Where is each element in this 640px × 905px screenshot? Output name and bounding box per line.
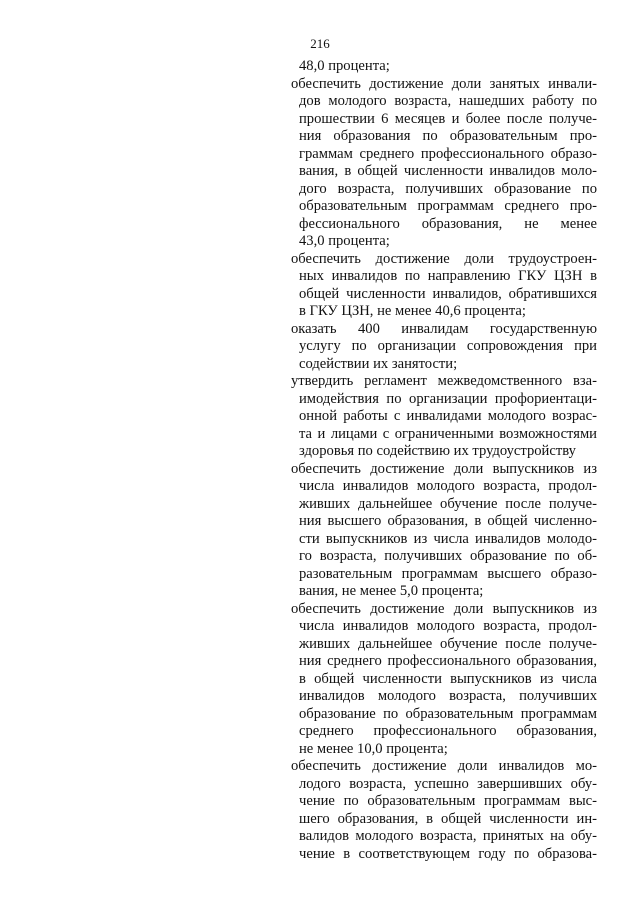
text-line: чение в соответствующем году по образова- bbox=[299, 845, 597, 862]
text-line: вания, в общей численности инвалидов моло- bbox=[299, 163, 597, 179]
text-line: ния высшего образования, в общей численно- bbox=[299, 513, 597, 529]
text-line: граммам среднего профессионального образо- bbox=[299, 145, 597, 162]
text-line: сти выпускников из числа инвалидов молодо- bbox=[299, 530, 597, 547]
text-line: числа инвалидов молодого возраста, продол- bbox=[299, 618, 597, 634]
text-line: дов молодого возраста, нашедших работу по bbox=[299, 93, 597, 109]
paragraph bbox=[291, 58, 597, 76]
text-line: живших дальнейшее обучение после получе- bbox=[299, 635, 597, 652]
text-line: фессионального образования, не менее bbox=[299, 215, 597, 232]
document-text bbox=[291, 58, 597, 863]
text-line: не менее 10,0 процента; bbox=[299, 740, 448, 757]
text-line: обеспечить достижение доли занятых инвали- bbox=[291, 75, 597, 92]
text-line: обеспечить достижение доли выпускников из bbox=[291, 600, 597, 617]
text-line: образование по образовательным программам bbox=[299, 705, 597, 722]
text-line: ния образования по образовательным про- bbox=[299, 128, 597, 144]
text-line: обеспечить достижение доли инвалидов мо- bbox=[291, 758, 597, 774]
paragraph bbox=[291, 321, 597, 374]
text-line: оказать 400 инвалидам государственную bbox=[291, 320, 597, 337]
text-line: го возраста, получивших образование по об- bbox=[299, 548, 597, 564]
text-line: среднего профессионального образования, bbox=[299, 723, 597, 739]
text-line: инвалидов молодого возраста, получивших bbox=[299, 688, 597, 704]
text-line: содействии их занятости; bbox=[299, 355, 458, 372]
text-line: ния среднего профессионального образования, bbox=[299, 653, 597, 669]
text-line: вания, не менее 5,0 процента; bbox=[299, 583, 484, 599]
text-line: в общей численности выпускников из числа bbox=[299, 670, 597, 687]
paragraph bbox=[291, 461, 597, 601]
text-line: имодействия по организации профориентаци- bbox=[299, 390, 597, 407]
text-line: дого возраста, получивших образование по bbox=[299, 180, 597, 197]
text-line: та и лицами с ограниченными возможностями bbox=[299, 425, 597, 442]
paragraph bbox=[291, 601, 597, 759]
text-line: шего образования, в общей численности ин- bbox=[299, 810, 597, 827]
text-line: ных инвалидов по направлению ГКУ ЦЗН в bbox=[299, 268, 597, 284]
text-line: в ГКУ ЦЗН, не менее 40,6 процента; bbox=[299, 303, 526, 319]
text-line: живших дальнейшее обучение после получе- bbox=[299, 495, 597, 512]
paragraph bbox=[291, 251, 597, 321]
text-line: прошествии 6 месяцев и более после получе- bbox=[299, 110, 597, 127]
page-number: 216 bbox=[310, 36, 330, 51]
text-line: лодого возраста, успешно завершивших обу- bbox=[299, 775, 597, 792]
text-line: чение по образовательным программам выс- bbox=[299, 793, 597, 809]
paragraph bbox=[291, 373, 597, 461]
text-line: общей численности инвалидов, обратившихся bbox=[299, 285, 597, 302]
text-line: валидов молодого возраста, принятых на обу- bbox=[299, 828, 597, 844]
text-line: услугу по организации сопровождения при bbox=[299, 338, 597, 354]
text-line: обеспечить достижение доли выпускников из bbox=[291, 460, 597, 477]
text-line: онной работы с инвалидами молодого возрас- bbox=[299, 408, 597, 424]
text-line: числа инвалидов молодого возраста, продол- bbox=[299, 478, 597, 494]
text-line: образовательным программам среднего про- bbox=[299, 198, 597, 214]
text-line: утвердить регламент межведомственного вза- bbox=[291, 373, 597, 389]
text-line: обеспечить достижение доли трудоустроен- bbox=[291, 250, 597, 267]
text-line: 43,0 процента; bbox=[299, 233, 390, 249]
paragraph bbox=[291, 76, 597, 251]
text-line: 48,0 процента; bbox=[299, 58, 390, 74]
text-line: здоровья по содействию их трудоустройству bbox=[299, 443, 576, 459]
paragraph bbox=[291, 758, 597, 863]
text-line: разовательным программам высшего образо- bbox=[299, 565, 597, 582]
